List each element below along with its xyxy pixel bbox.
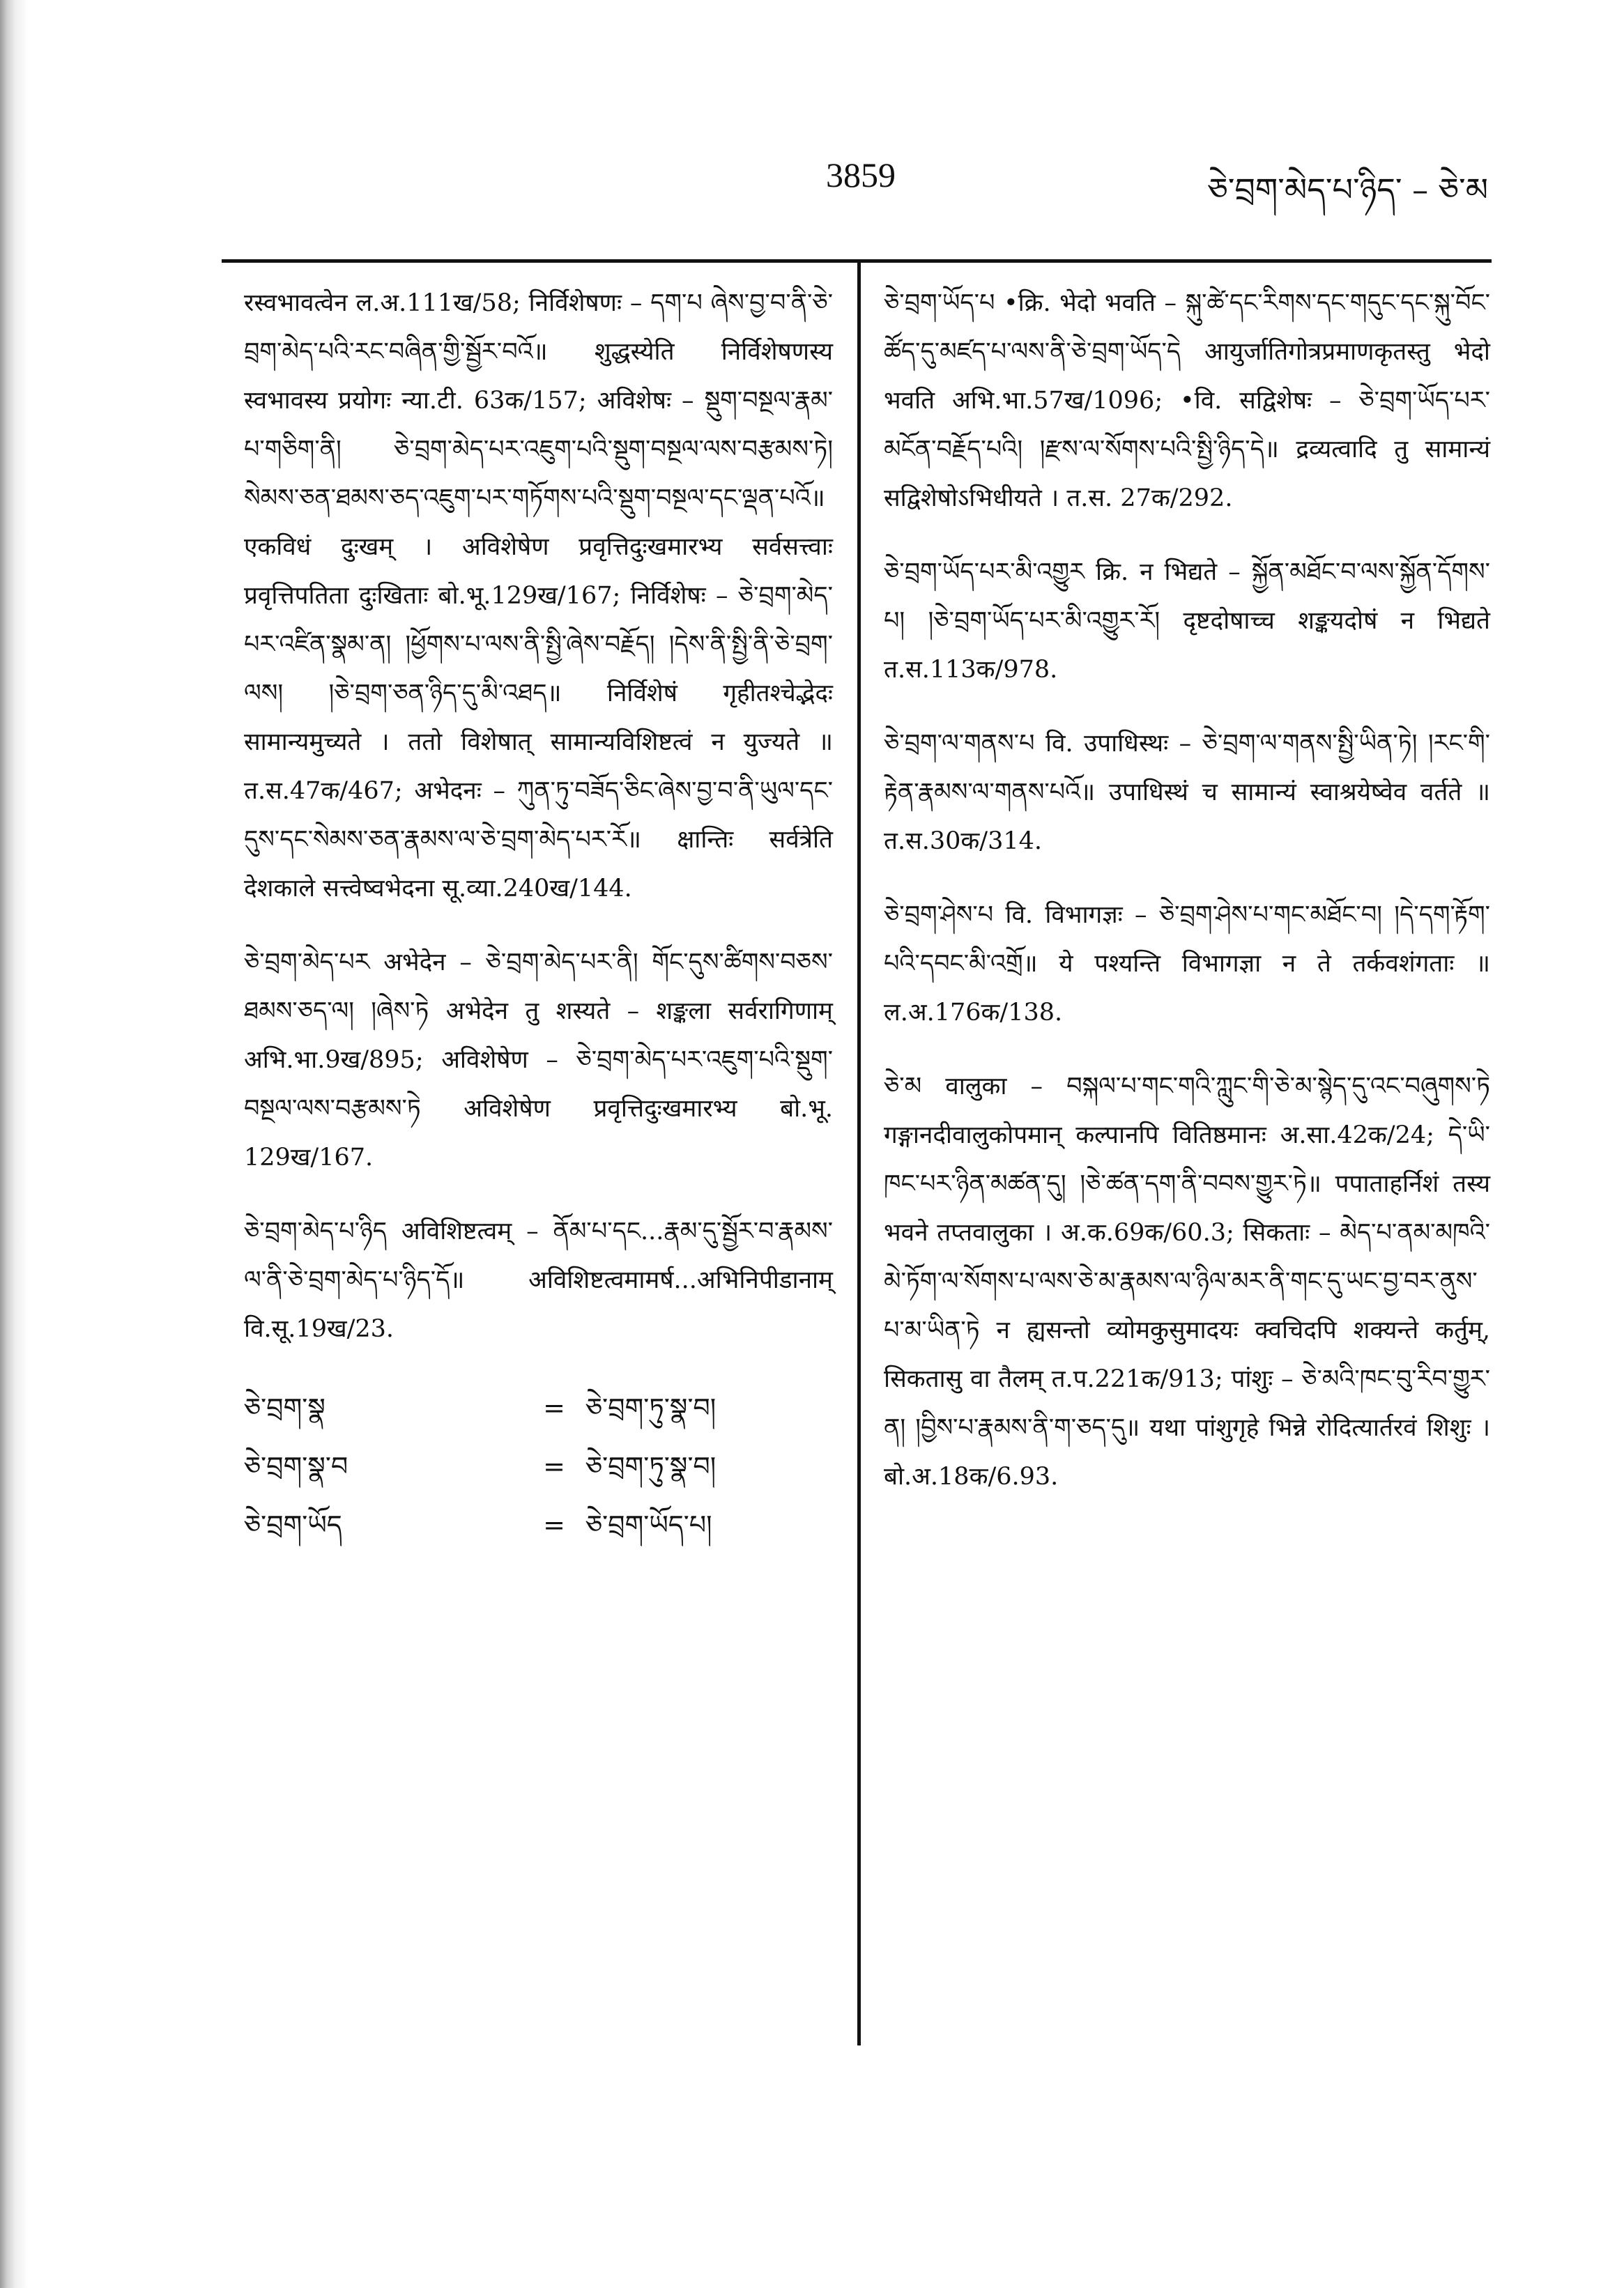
dictionary-entry: ཅེ་བྲག་ལ་གནས་པ वि. उपाधिस्थः – ཅེ་བྲག་ལ་གནས་སྤྱི་ཡིན་ཏེ། །རང་གི་རྟེན་རྣམས་ལ་གནས་པའོ॥ उपाधिस्थं च सामान्यं स्वाश्रयेष्वेव वर्तते ॥ त.स.30क/314. — [884, 730, 1490, 855]
dictionary-entry: रस्वभावत्वेन ल.अ.111ख/58; निर्विशेषणः – དག་པ ཞེས་བྱ་བ་ནི་ཅེ་བྲག་མེད་པའི་རང་བཞིན་གྱི་སྦྱོར་བའོ॥ शुद्धस्येति निर्विशेषणस्य स्वभावस्य प्रयोगः न्या.टी. 63क/157; अविशेषः – སྡུག་བསྔལ་རྣམ་པ་གཅིག་ནི། ཅེ་བྲག་མེད་པར་འཇུག་པའི་སྡུག་བསྔལ་ལས་བརྩམས་ཏེ། སེམས་ཅན་ཐམས་ཅད་འཇུག་པར་གཏོགས་པའི་སྡུག་བསྔལ་དང་ལྡན་པའོ॥ एकविधं दुःखम् । अविशेषेण प्रवृत्तिदुःखमारभ्य सर्वसत्त्वाः प्रवृत्तिपतिता दुःखिताः बो.भू.129ख/167; निर्विशेषः – ཅེ་བྲག་མེད་པར་འཛིན་སྣམ་ན། །ཕྱོགས་པ་ལས་ནི་སྤྱི་ཞེས་བརྗོད། །དེས་ནི་སྤྱི་ནི་ཅེ་བྲག་ལས། །ཅེ་བྲག་ཅན་ཉིད་དུ་མི་འཐད॥ निर्विशेषं गृहीतश्चेद्भेदः सामान्यमुच्यते । ततो विशेषात् सामान्यविशिष्टत्वं न युज्यते ॥ त.स.47क/467; अभेदनः – ཀུན་ཏུ་བཟོད་ཅིང་ཞེས་བྱ་བ་ནི་ཡུལ་དང་དུས་དང་སེམས་ཅན་རྣམས་ལ་ཅེ་བྲག་མེད་པར་རོ॥ क्षान्तिः सर्वत्रेति देशकाले सत्त्वेष्वभेदना सू.व्या.240ख/144. — [244, 289, 833, 903]
equals-sign: = — [543, 1510, 565, 1540]
scan-edge — [0, 0, 28, 2288]
header-rule — [222, 259, 1492, 263]
right-column — [884, 279, 1490, 1526]
cross-reference-target: ཅེ་བྲག་ཡོད་པ། — [585, 1510, 712, 1540]
cross-reference-row — [244, 1437, 833, 1496]
left-column — [244, 279, 833, 1554]
cross-reference-target: ཅེ་བྲག་ཏུ་སྣ་བ། — [585, 1451, 717, 1482]
dictionary-entry: ཅེ་བྲག་ཤེས་པ वि. विभागज्ञः – ཅེ་བྲག་ཤེས་པ་གང་མཐོང་བ། །དེ་དག་རྟོག་པའི་དབང་མི་འགྲོ॥ ये पश्यन्ति विभागज्ञा न ते तर्कवशंगताः ॥ ल.अ.176क/138. — [884, 901, 1490, 1027]
column-divider — [857, 261, 861, 2045]
cross-reference-row — [244, 1379, 833, 1437]
running-head: ཅེ་བྲག་མེད་པ་ཉིད་ – ཅེ་མ — [1207, 171, 1488, 208]
dictionary-entry: ཅེ་བྲག་ཡོད་པ •क्रि. भेदो भवति – སྐུ་ཚེ་དང་རིགས་དང་གདུང་དང་སྐུ་བོང་ཚོད་དུ་མཛད་པ་ལས་ནི་ཅེ་བྲག་ཡོད་དེ आयुर्जातिगोत्रप्रमाणकृतस्तु भेदो भवति अभि.भा.57ख/1096; •वि. सद्विशेषः – ཅེ་བྲག་ཡོད་པར་མངོན་བརྗོད་པའི། །རྫས་ལ་སོགས་པའི་སྤྱི་ཉིད་དེ॥ द्रव्यत्वादि तु सामान्यं सद्विशेषोऽभिधीयते । त.स. 27क/292. — [884, 289, 1490, 512]
cross-reference-term: ཅེ་བྲག་ཡོད — [244, 1510, 342, 1540]
equals-sign: = — [543, 1392, 565, 1423]
dictionary-entry: ཅེ་མ वालुका – བསྐལ་པ་གང་གའི་ཀླུང་གི་ཅེ་མ་སྙེད་དུ་འང་བཞུགས་ཏེ गङ्गानदीवालुकोपमान् कल्पानपि वितिष्ठमानः अ.सा.42क/24; དེ་ཡི་ཁང་པར་ཉིན་མཚན་དུ། །ཅེ་ཚན་དག་ནི་བབས་གྱུར་ཏེ॥ पपाताहर्निशं तस्य भवने तप्तवालुका । अ.क.69क/60.3; सिकताः – མེད་པ་ནམ་མཁའི་མེ་ཏོག་ལ་སོགས་པ་ལས་ཅེ་མ་རྣམས་ལ་ཉིལ་མར་ནི་གང་དུ་ཡང་བྱ་བར་ནུས་པ་མ་ཡིན་ཏེ न ह्यसन्तो व्योमकुसुमादयः क्वचिदपि शक्यन्ते कर्तुम्, सिकतासु वा तैलम् त.प.221क/913; पांशुः – ཅེ་མའི་ཁང་བུ་རིབ་གྱུར་ན། །བྱིས་པ་རྣམས་ནི་ག་ཅད་དུ॥ यथा पांशुगृहे भिन्ने रोदित्यार्तरवं शिशुः । बो.अ.18क/6.93. — [884, 1073, 1490, 1491]
dictionary-entry: ཅེ་བྲག་ཡོད་པར་མི་འགྱུར क्रि. न भिद्यते – སྐྱོན་མཐོང་བ་ལས་སྐྱོན་དོགས་པ། །ཅེ་བྲག་ཡོད་པར་མི་འགྱུར་རོ། दृष्टदोषाच्च शङ्कयदोषं न भिद्यते त.स.113क/978. — [884, 558, 1490, 684]
cross-reference-row — [244, 1496, 833, 1554]
dictionary-entry: ཅེ་བྲག་མེད་པར अभेदेन – ཅེ་བྲག་མེད་པར་ནི། གོང་དུས་ཚིགས་བཅས་ཐམས་ཅད་ལ། །ཞེས་ཏེ अभेदेन तु शस्यते – शङ्कला सर्वरागिणाम् अभि.भा.9ख/895; अविशेषेण – ཅེ་བྲག་མེད་པར་འཇུག་པའི་སྡུག་བསྔལ་ལས་བརྩམས་ཏེ अविशेषेण प्रवृत्तिदुःखमारभ्य बो.भू. 129ख/167. — [244, 949, 833, 1172]
equals-sign: = — [543, 1451, 565, 1482]
cross-reference-term: ཅེ་བྲག་སྣ་བ — [244, 1451, 348, 1482]
cross-reference-term: ཅེ་བྲག་སྣ — [244, 1392, 325, 1423]
dictionary-entry: ཅེ་བྲག་མེད་པ་ཉིད अविशिष्टत्वम् – ནོམ་པ་དང...རྣམ་དུ་སྦྱོར་བ་རྣམས་ལ་ནི་ཅེ་བྲག་མེད་པ་ཉིད་དོ॥ अविशिष्टत्वमामर्ष...अभिनिपीडानाम् वि.सू.19ख/23. — [244, 1218, 833, 1343]
cross-reference-target: ཅེ་བྲག་ཏུ་སྣ་བ། — [585, 1392, 717, 1423]
page-number: 3859 — [826, 155, 896, 194]
